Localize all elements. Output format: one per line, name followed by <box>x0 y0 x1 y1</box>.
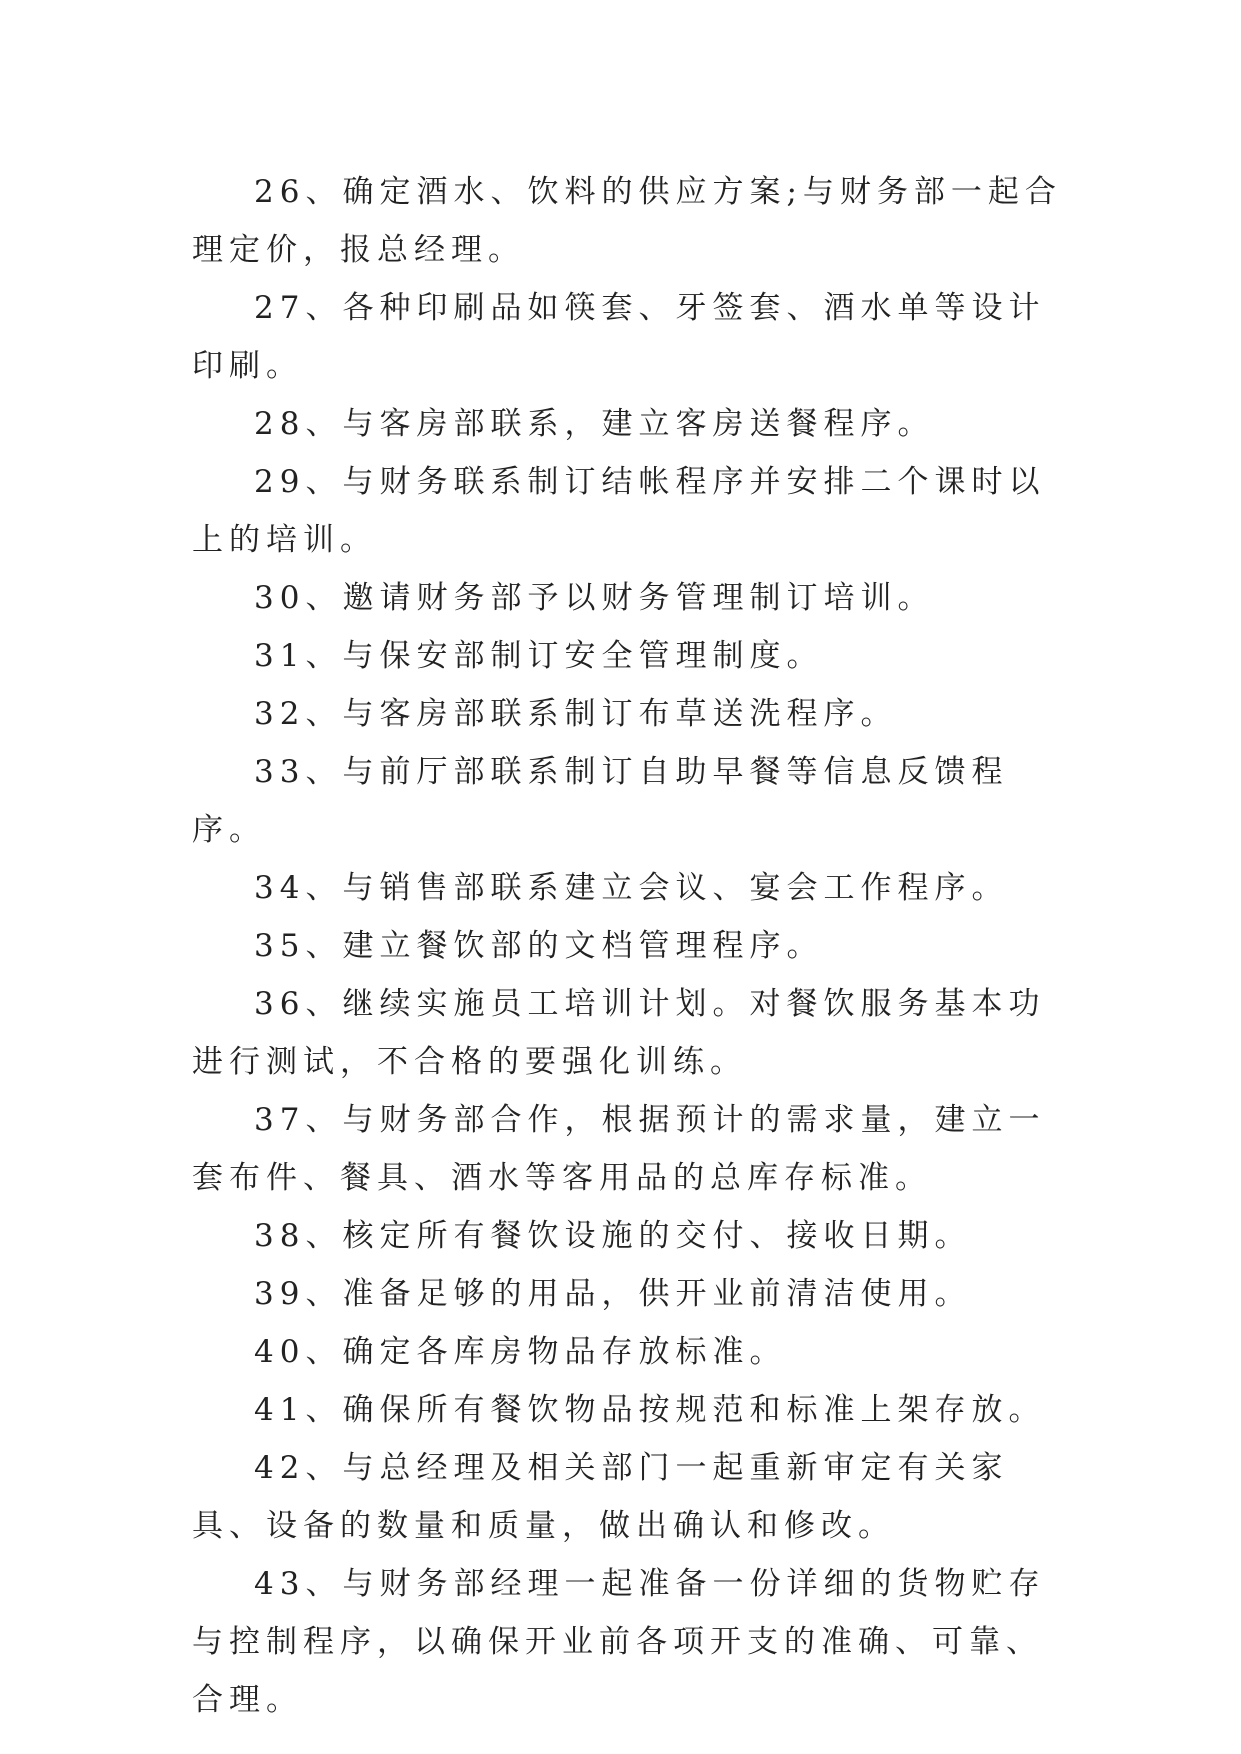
paragraph-34: 34、与销售部联系建立会议、宴会工作程序。 <box>254 870 1009 906</box>
paragraph-39: 39、准备足够的用品，供开业前清洁使用。 <box>254 1276 972 1312</box>
paragraph-35: 35、建立餐饮部的文档管理程序。 <box>254 928 824 964</box>
paragraph-43: 43、与财务部经理一起准备一份详细的货物贮存与控制程序，以确保开业前各项开支的准确、可靠、合理。 <box>192 1566 1046 1718</box>
paragraph-30: 30、邀请财务部予以财务管理制订培训。 <box>254 580 935 616</box>
paragraph-27: 27、各种印刷品如筷套、牙签套、酒水单等设计印刷。 <box>192 290 1046 384</box>
paragraph-33: 33、与前厅部联系制订自助早餐等信息反馈程序。 <box>192 754 1009 848</box>
paragraph-26: 26、确定酒水、饮料的供应方案;与财务部一起合理定价，报总经理。 <box>192 174 1062 268</box>
paragraph-41: 41、确保所有餐饮物品按规范和标准上架存放。 <box>254 1392 1046 1428</box>
paragraph-32: 32、与客房部联系制订布草送洗程序。 <box>254 696 898 732</box>
paragraph-31: 31、与保安部制订安全管理制度。 <box>254 638 824 674</box>
document-body <box>192 163 1072 1729</box>
paragraph-42: 42、与总经理及相关部门一起重新审定有关家具、设备的数量和质量，做出确认和修改。 <box>192 1450 1009 1544</box>
paragraph-38: 38、核定所有餐饮设施的交付、接收日期。 <box>254 1218 972 1254</box>
paragraph-36: 36、继续实施员工培训计划。对餐饮服务基本功进行测试，不合格的要强化训练。 <box>192 986 1046 1080</box>
paragraph-37: 37、与财务部合作，根据预计的需求量，建立一套布件、餐具、酒水等客用品的总库存标准。 <box>192 1102 1046 1196</box>
paragraph-28: 28、与客房部联系，建立客房送餐程序。 <box>254 406 935 442</box>
paragraph-29: 29、与财务联系制订结帐程序并安排二个课时以上的培训。 <box>192 464 1046 558</box>
paragraph-40: 40、确定各库房物品存放标准。 <box>254 1334 787 1370</box>
